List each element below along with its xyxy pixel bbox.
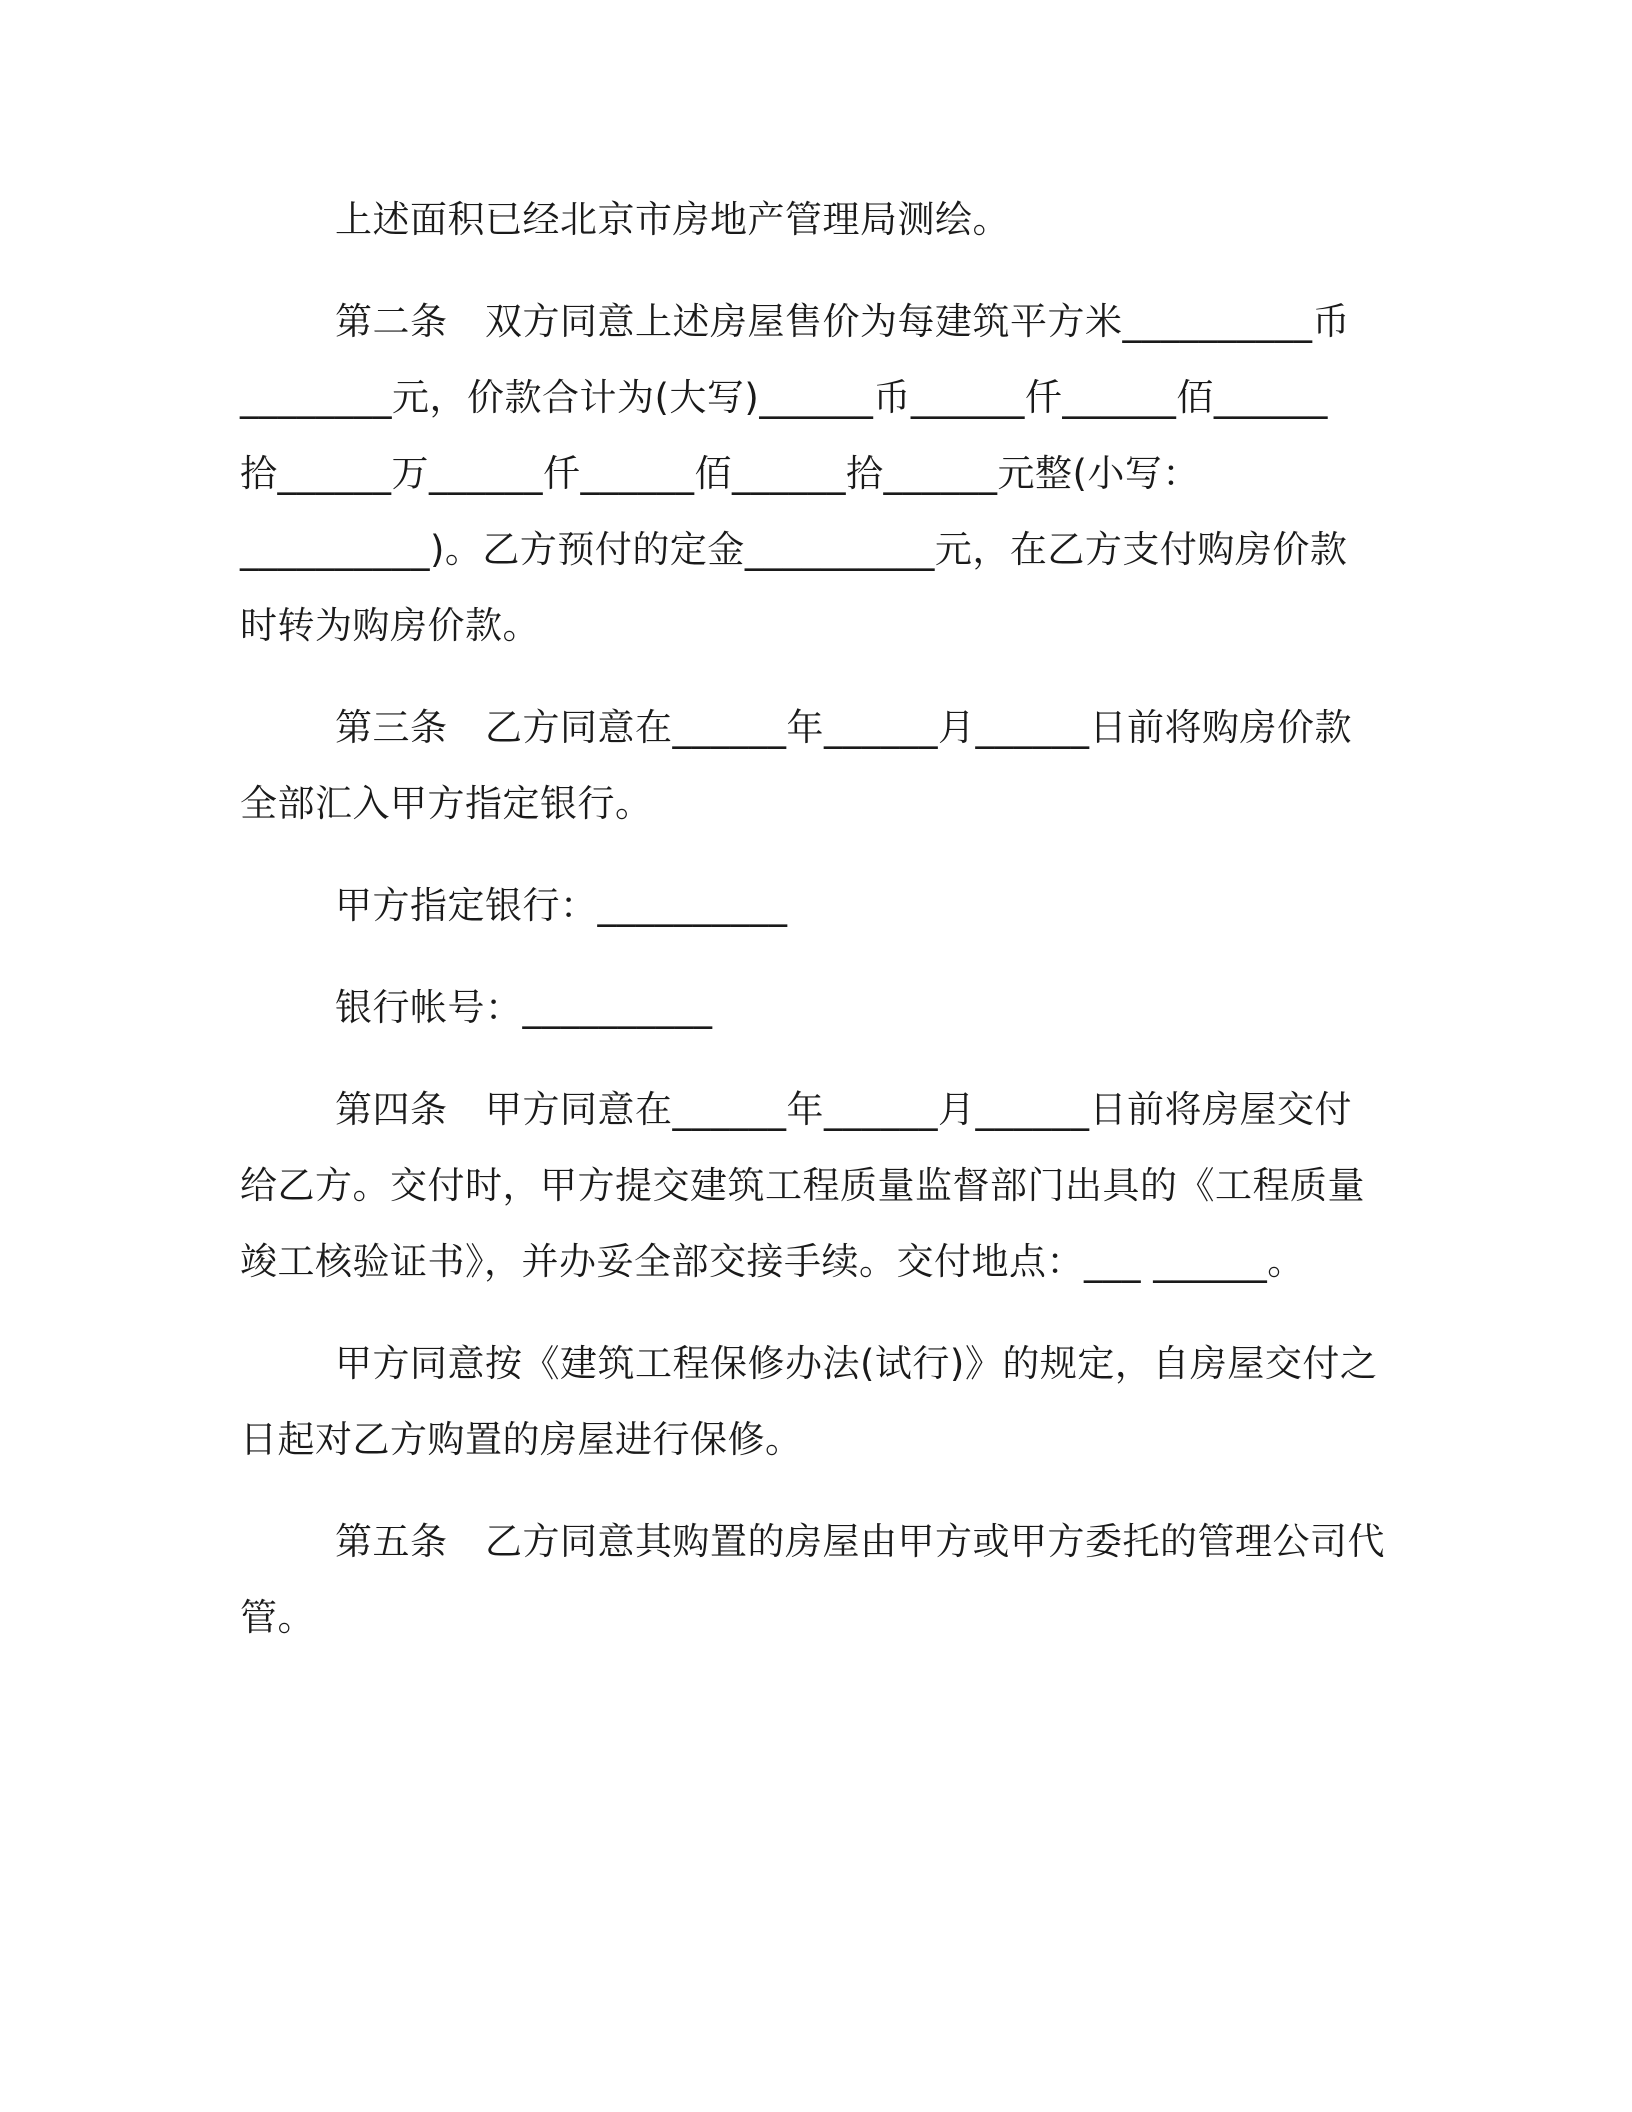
article-2-line-5: 时转为购房价款。 <box>240 604 540 647</box>
article-3-line-2: 全部汇入甲方指定银行。 <box>240 782 653 825</box>
article-3-line-1: 第三条 乙方同意在______年______月______日前将购房价款 <box>335 706 1352 749</box>
article-2-line-2: ________元，价款合计为(大写)______币______仟______佰______ <box>240 376 1328 419</box>
article-4-line-2: 给乙方。交付时，甲方提交建筑工程质量监督部门出具的《工程质量 <box>240 1164 1365 1207</box>
designated-bank-line: 甲方指定银行：__________ <box>335 884 788 927</box>
warranty-line-2: 日起对乙方购置的房屋进行保修。 <box>240 1418 803 1461</box>
article-5-line-1: 第五条 乙方同意其购置的房屋由甲方或甲方委托的管理公司代 <box>335 1520 1385 1563</box>
article-2-line-3: 拾______万______仟______佰______拾______元整(小写： <box>240 452 1200 495</box>
warranty-line-1: 甲方同意按《建筑工程保修办法(试行)》的规定，自房屋交付之 <box>335 1342 1378 1385</box>
article-4-line-1: 第四条 甲方同意在______年______月______日前将房屋交付 <box>335 1088 1352 1131</box>
article-5-line-2: 管。 <box>240 1596 315 1639</box>
article-2-line-4: __________)。乙方预付的定金__________元，在乙方支付购房价款 <box>240 528 1348 571</box>
bank-account-line: 银行帐号：__________ <box>335 986 713 1029</box>
paragraph-line: 上述面积已经北京市房地产管理局测绘。 <box>335 198 1010 241</box>
article-2-line-1: 第二条 双方同意上述房屋售价为每建筑平方米__________币 <box>335 300 1350 343</box>
article-4-line-3: 竣工核验证书》，并办妥全部交接手续。交付地点：___ ______。 <box>240 1240 1305 1283</box>
